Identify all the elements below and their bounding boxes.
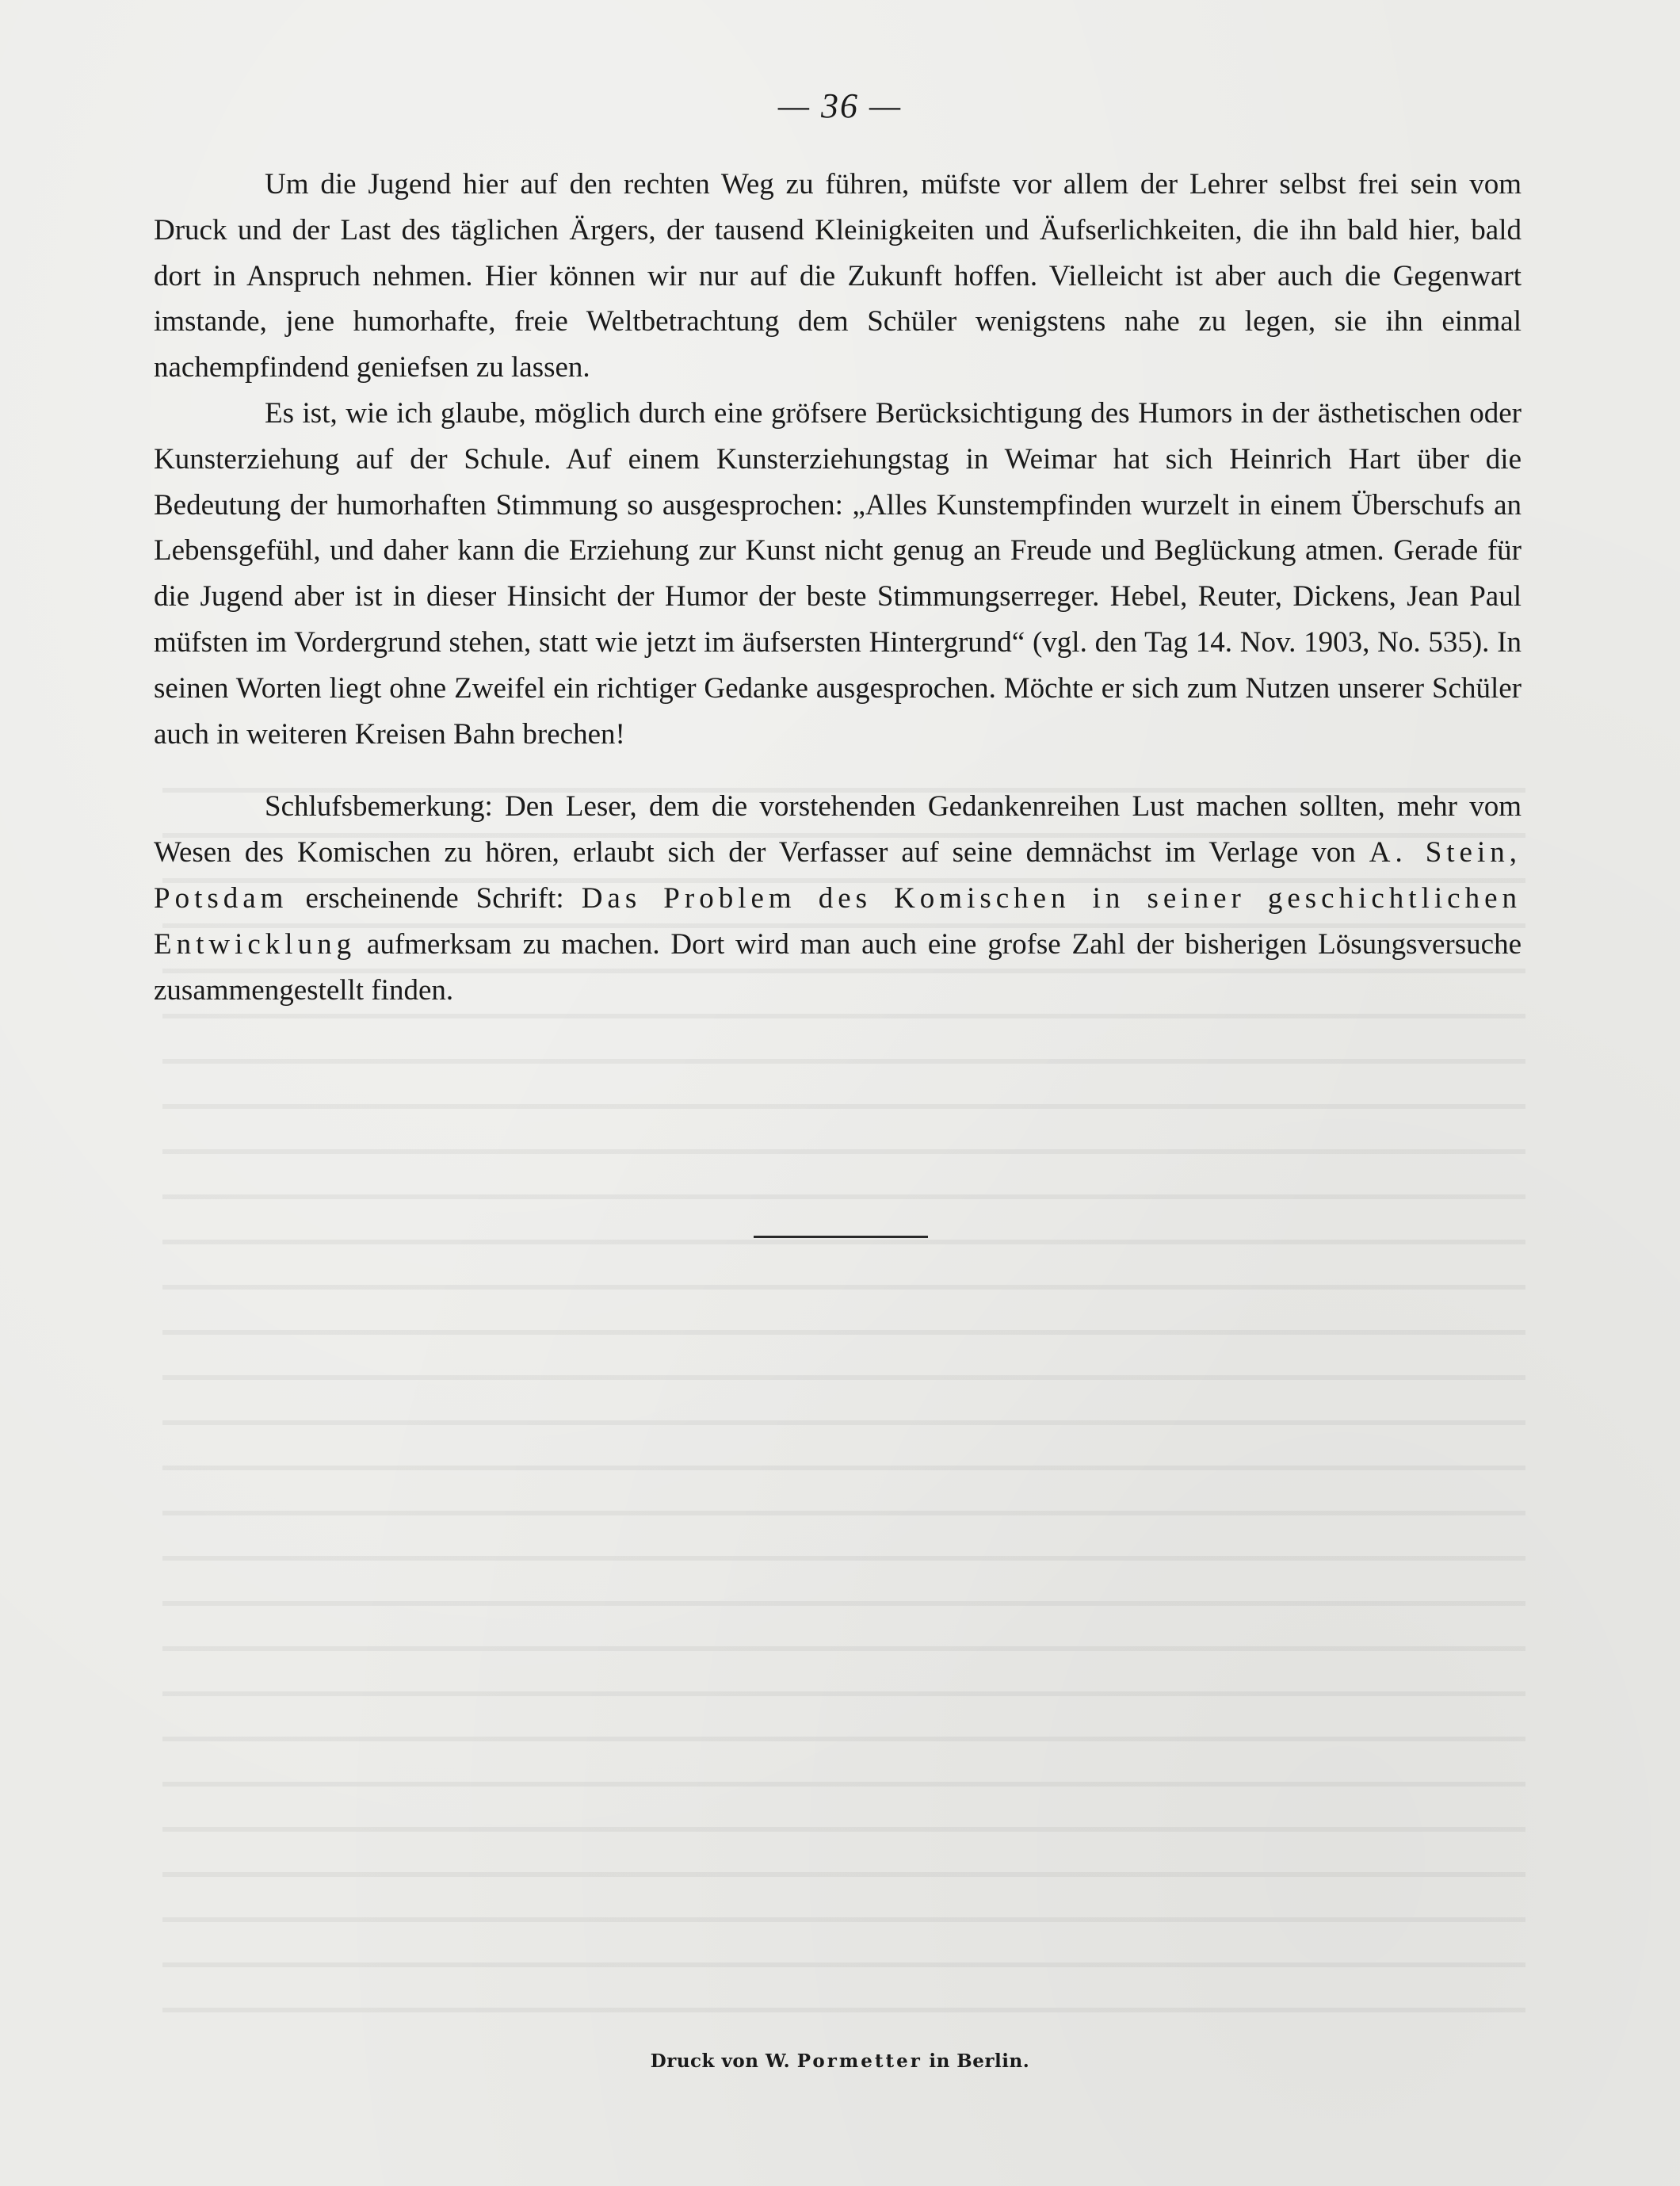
closing-note-text-1: Den Leser, dem die vorstehenden Gedankenreihen Lust machen sollten, mehr vom Wesen des Komischen zu hören, erlaubt sich der Verfasser auf seine demnächst im Verlage von [154,790,1522,869]
printer-imprint [0,2050,1680,2072]
body-text [154,162,1522,1013]
imprint-prefix: Druck von W. [650,2050,791,2072]
publisher-name: A. Stein, Potsdam [154,836,1522,915]
closing-note-text-3: aufmerksam zu machen. Dort wird man auch eine grofse Zahl der bisherigen Lösungsversuche zusammengestellt finden. [154,927,1522,1007]
closing-note-label: Schlufsbemerkung: [265,790,493,824]
imprint-printer: Pormetter [796,2050,922,2072]
closing-note [154,784,1522,1013]
imprint-suffix: in Berlin. [929,2050,1030,2072]
closing-note-text-2: erscheinende Schrift: [305,881,564,915]
book-title: Das Problem des Komischen in seiner geschichtlichen Entwicklung [154,881,1522,961]
paragraph-2: Es ist, wie ich glaube, möglich durch eine gröfsere Berücksichtigung des Humors in der ästhetischen oder Kunsterziehung auf der Schule. Auf einem Kunsterziehungstag in Weimar hat sich Heinrich Hart über die Bedeutung der humorhaften Stimmung so ausgesprochen: „Alles Kunstempfinden wurzelt in einem Überschufs an Lebensgefühl, und daher kann die Erziehung zur Kunst nicht genug an Freude und Beglückung atmen. Gerade für die Jugend aber ist in dieser Hinsicht der Humor der beste Stimmungserreger. Hebel, Reuter, Dickens, Jean Paul müfsten im Vordergrund stehen, statt wie jetzt im äufsersten Hintergrund“ (vgl. den Tag 14. Nov. 1903, No. 535). In seinen Worten liegt ohne Zweifel ein richtiger Gedanke ausgesprochen. Möchte er sich zum Nutzen unserer Schüler auch in weiteren Kreisen Bahn brechen! [154,396,1522,751]
paragraph-1: Um die Jugend hier auf den rechten Weg zu führen, müfste vor allem der Lehrer selbst frei sein vom Druck und der Last des täglichen Ärgers, der tausend Kleinigkeiten und Äufserlichkeiten, die ihn bald hier, bald dort in Anspruch nehmen. Hier können wir nur auf die Zukunft hoffen. Vielleicht ist aber auch die Gegenwart imstande, jene humorhafte, freie Weltbetrachtung dem Schüler wenigstens nahe zu legen, sie ihn einmal nachempfindend geniefsen zu lassen. [154,168,1522,384]
page-number: — 36 — [777,86,903,125]
end-rule [754,1236,928,1238]
